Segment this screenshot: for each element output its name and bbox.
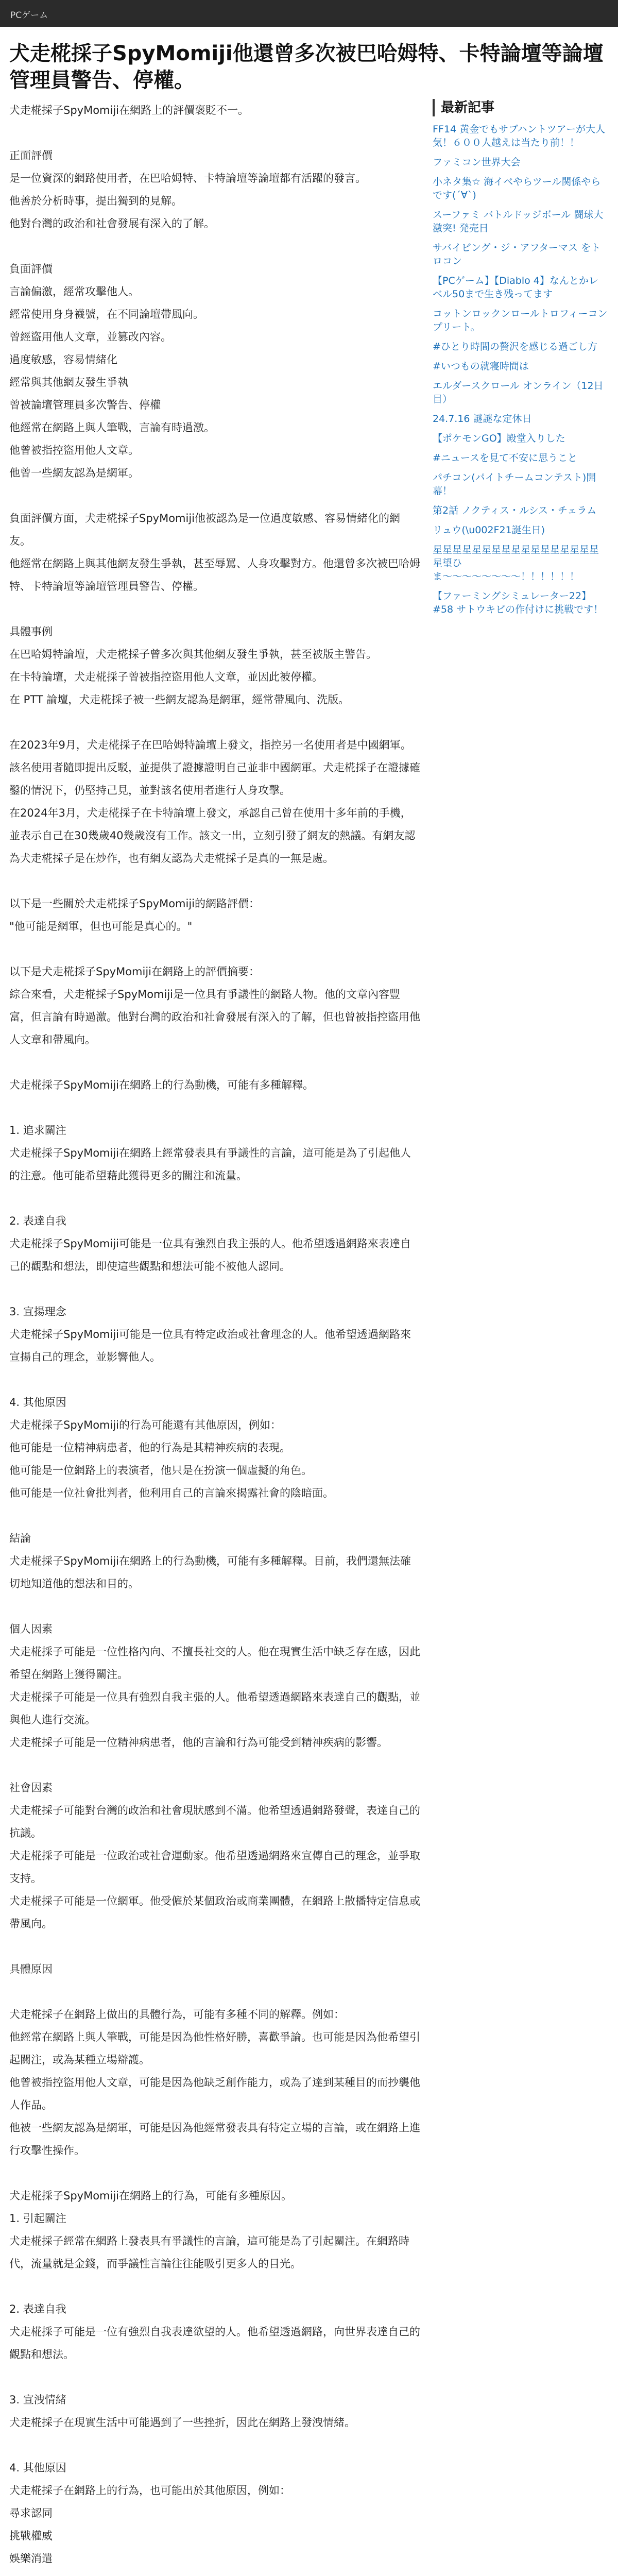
article-paragraph: 1. 追求關注 [9,1124,66,1137]
article-paragraph: 他曾被指控盜用他人文章，可能是因為他缺乏創作能力，或為了達到某種目的而抄襲他人作品。 [9,2076,420,2111]
article-paragraph: 綜合來看，犬走椛採子SpyMomiji是一位具有爭議性的網路人物。他的文章內容豐富，但言論有時過激。他對台灣的政治和社會發展有深入的了解，但也曾被指控盜用他人文章和帶風向。 [9,988,420,1046]
article-paragraph: 以下是一些關於犬走椛採子SpyMomiji的網路評價： [9,897,260,910]
sidebar [433,99,608,616]
article-paragraph: 具體事例 [9,625,53,638]
article-paragraph: 尋求認同 [9,2507,53,2519]
recent-post-link[interactable]: 【ファーミングシミュレーター22】#58 サトウキビの作付けに挑戦です！ [433,590,604,615]
recent-post-link[interactable]: FF14 黄金でもサブハントツアーが大人気！６００人越えは当たり前！！ [433,124,605,148]
recent-post-link[interactable]: 【PCゲーム】【Diablo 4】なんとかレベル50まで生き残ってます [433,275,598,300]
paragraph-spacer [9,711,421,734]
recent-post-link[interactable]: パチコン(パイトチームコンテスト)開幕！ [433,472,596,497]
article-paragraph: 4. 其他原因 [9,2462,66,2474]
article-paragraph: 娛樂消遣 [9,2552,53,2565]
recent-post-link[interactable]: コットンロックンロールトロフィーコンプリート。 [433,308,608,333]
article-paragraph: 負面評價方面，犬走椛採子SpyMomiji他被認為是一位過度敏感、容易情緒化的網友。 [9,512,401,547]
recent-post-link[interactable]: 24.7.16 謎謎な定休日 [433,413,532,425]
article-paragraph: 犬走椛採子SpyMomiji在網路上的行為動機，可能有多種解釋。 [9,1079,314,1091]
article-paragraph: 3. 宣洩情緒 [9,2394,66,2406]
paragraph-spacer [9,870,421,892]
paragraph-spacer [9,1595,421,1618]
article-paragraph: 具體原因 [9,1963,53,1975]
article-paragraph: 2. 表達自我 [9,1215,66,1227]
article-paragraph: 1. 引起關注 [9,2212,66,2225]
article-paragraph: 他可能是一位精神病患者，他的行為是其精神疾病的表現。 [9,1442,290,1454]
article-paragraph: 他善於分析時事，提出獨到的見解。 [9,195,182,207]
recent-post-link[interactable]: ファミコン世界大会 [433,157,521,168]
paragraph-spacer [9,2162,421,2184]
recent-post-link[interactable]: #ひとり時間の贅沢を感じる過ごし方 [433,341,597,352]
paragraph-spacer [9,1754,421,1776]
article-paragraph: 4. 其他原因 [9,1396,66,1409]
recent-post-link[interactable]: サバイビング・ジ・アフターマス をトロコン [433,242,601,267]
article-paragraph: 犬走椛採子SpyMomiji可能是一位具有強烈自我主張的人。他希望透過網路來表達自己的觀點和想法，即使這些觀點和想法可能不被他人認同。 [9,1238,411,1273]
paragraph-spacer [9,598,421,620]
paragraph-spacer [9,235,421,258]
paragraph-spacer [9,484,421,507]
article-paragraph: 他曾一些網友認為是網軍。 [9,467,139,479]
article-paragraph: 犬走椛採子可能是一位性格內向、不擅長社交的人。他在現實生活中缺乏存在感，因此希望在網路上獲得關注。 [9,1646,420,1681]
article-paragraph: 3. 宣揚理念 [9,1306,66,1318]
paragraph-spacer [9,2434,421,2456]
article-paragraph: 犬走椛採子可能對台灣的政治和社會現狀感到不滿。他希望透過網路發聲，表達自己的抗議。 [9,1804,420,1839]
top-navigation-bar [0,0,618,27]
article-paragraph: 他可能是一位網路上的表演者，他只是在扮演一個虛擬的角色。 [9,1464,312,1477]
paragraph-spacer [9,1504,421,1527]
article-paragraph: 犬走椛採子SpyMomiji在網路上的行為，可能有多種原因。 [9,2190,293,2202]
recent-post-link[interactable]: #いつもの就寝時間は [433,361,529,372]
recent-post-link[interactable]: 【ポケモンGO】殿堂入りした [433,433,565,444]
paragraph-spacer [9,1368,421,1391]
recent-post-link[interactable]: 第2話 ノクティス・ルシス・チェラム [433,505,597,516]
article-paragraph: 曾經盜用他人文章，並篡改內容。 [9,331,171,343]
article-paragraph: 犬走椛採子SpyMomiji在網路上的行為動機，可能有多種解釋。目前，我們還無法確切地知道他的想法和目的。 [9,1555,411,1590]
article-paragraph: 犬走椛採子SpyMomiji在網路上經常發表具有爭議性的言論，這可能是為了引起他人的注意。他可能希望藉此獲得更多的關注和流量。 [9,1147,411,1182]
article-paragraph: 犬走椛採子可能是一位網軍。他受僱於某個政治或商業團體，在網路上散播特定信息或帶風向。 [9,1895,420,1930]
paragraph-spacer [9,1051,421,1074]
article-paragraph: "他可能是網軍，但也可能是真心的。" [9,920,193,933]
article-paragraph: 以下是犬走椛採子SpyMomiji在網路上的評價摘要： [9,965,260,978]
article-paragraph: 犬走椛採子在網路上的行為，也可能出於其他原因，例如： [9,2484,290,2497]
article-paragraph: 他可能是一位社會批判者，他利用自己的言論來揭露社會的陰暗面。 [9,1487,334,1499]
sidebar-heading: 最新記事 [433,99,608,116]
recent-post-link[interactable]: 星星星星星星星星星星星星星星星星星星望ひま〜〜〜〜〜〜〜〜！！！！！！ [433,544,599,582]
article-paragraph: 他被一些網友認為是網軍，可能是因為他經常發表具有特定立場的言論，或在網路上進行攻擊性操作。 [9,2122,420,2157]
article-paragraph: 在卡特論壇，犬走椛採子曾被指控盜用他人文章，並因此被停權。 [9,671,323,683]
article-paragraph: 個人因素 [9,1623,53,1635]
article-paragraph: 他對台灣的政治和社會發展有深入的了解。 [9,217,215,230]
paragraph-spacer [9,1935,421,1958]
article-paragraph: 犬走椛採子經常在網路上發表具有爭議性的言論，這可能是為了引起關注。在網路時代，流量就是金錢，而爭議性言論往往能吸引更多人的目光。 [9,2235,409,2270]
paragraph-spacer [9,2366,421,2388]
paragraph-spacer [9,938,421,960]
article-paragraph: 過度敏感，容易情緒化 [9,353,117,366]
article-paragraph: 他經常在網路上與人筆戰，言論有時過激。 [9,421,215,434]
article-paragraph: 犬走椛採子在網路上做出的具體行為，可能有多種不同的解釋。例如： [9,2008,345,2021]
article-paragraph: 犬走椛採子可能是一位精神病患者，他的言論和行為可能受到精神疾病的影響。 [9,1736,388,1749]
article-title: 犬走椛採子SpyMomiji他還曾多次被巴哈姆特、卡特論壇等論壇管理員警告、停權。 [9,42,604,92]
article-paragraph: 在巴哈姆特論壇，犬走椛採子曾多次與其他網友發生爭執，甚至被版主警告。 [9,648,377,660]
article-paragraph: 社會因素 [9,1782,53,1794]
paragraph-spacer [9,1187,421,1210]
article-paragraph: 犬走椛採子SpyMomiji的行為可能還有其他原因，例如： [9,1419,282,1431]
article-paragraph: 犬走椛採子可能是一位有強烈自我表達欲望的人。他希望透過網路，向世界表達自己的觀點和想法。 [9,2326,420,2361]
article-paragraph: 他經常在網路上與人筆戰，可能是因為他性格好勝，喜歡爭論。也可能是因為他希望引起關注，或為某種立場辯護。 [9,2031,420,2066]
article-paragraph: 2. 表達自我 [9,2303,66,2315]
recent-post-link[interactable]: リュウ(\u002F21誕生日) [433,524,545,536]
recent-post-link[interactable]: #ニュースを見て不安に思うこと [433,452,577,464]
article-paragraph: 犬走椛採子SpyMomiji可能是一位具有特定政治或社會理念的人。他希望透過網路來宣揚自己的理念，並影響他人。 [9,1328,411,1363]
article-paragraph: 是一位資深的網路使用者，在巴哈姆特、卡特論壇等論壇都有活躍的發言。 [9,172,366,184]
recent-posts-list [433,123,608,616]
paragraph-spacer [9,2570,421,2576]
article-paragraph: 經常使用身身襪號，在不同論壇帶風向。 [9,308,204,320]
recent-post-link[interactable]: 小ネタ集☆ 海イベやらツール関係やらです(´∀`) [433,176,601,201]
article-paragraph: 他經常在網路上與其他網友發生爭執，甚至辱罵、人身攻擊對方。他還曾多次被巴哈姆特、卡特論壇等論壇管理員警告、停權。 [9,557,420,592]
article-paragraph: 在 PTT 論壇，犬走椛採子被一些網友認為是網軍，經常帶風向、洗版。 [9,693,350,706]
recent-post-link[interactable]: エルダースクロール オンライン（12日目） [433,380,604,405]
article-paragraph: 犬走椛採子可能是一位政治或社會運動家。他希望透過網路來宣傳自己的理念，並爭取支持。 [9,1850,420,1885]
article-paragraph: 結論 [9,1532,31,1545]
article-paragraph: 言論偏激，經常攻擊他人。 [9,285,139,298]
article-paragraph: 經常與其他網友發生爭執 [9,376,128,388]
article-paragraph: 犬走椛採子在現實生活中可能遇到了一些挫折，因此在網路上發洩情緒。 [9,2416,355,2429]
paragraph-spacer [9,1278,421,1300]
article-paragraph: 在2024年3月，犬走椛採子在卡特論壇上發文，承認自己曾在使用十多年前的手機，並表示自己在30幾歲40幾歲沒有工作。該文一出，立刻引發了網友的熱議。有網友認為犬走椛採子是在炒作，也有網友認為犬走椛採子是真的一無是處。 [9,807,416,865]
article-paragraph: 挑戰權威 [9,2530,53,2542]
article-paragraph: 犬走椛採子可能是一位具有強烈自我主張的人。他希望透過網路來表達自己的觀點，並與他人進行交流。 [9,1691,420,1726]
site-brand-link[interactable]: PCゲーム [10,10,48,21]
article-paragraph: 他曾被指控盜用他人文章。 [9,444,139,456]
paragraph-spacer [9,122,421,144]
article-paragraph: 曾被論壇管理員多次警告、停權 [9,399,161,411]
paragraph-spacer [9,1096,421,1119]
paragraph-spacer [9,1980,421,2003]
paragraph-spacer [9,2275,421,2298]
article-paragraph: 負面評價 [9,263,53,275]
article-body [9,99,421,2576]
article-paragraph: 正面評價 [9,149,53,162]
recent-post-link[interactable]: スーファミ バトルドッジボール 闘球大激突! 発売日 [433,209,604,234]
article-paragraph: 犬走椛採子SpyMomiji在網路上的評價褒貶不一。 [9,104,249,116]
article-paragraph: 在2023年9月，犬走椛採子在巴哈姆特論壇上發文，指控另一名使用者是中國網軍。該名使用者隨即提出反駁，並提供了證據證明自己並非中國網軍。犬走椛採子在證據確鑿的情況下，仍堅持己見，並對該名使用者進行人身攻擊。 [9,739,420,796]
